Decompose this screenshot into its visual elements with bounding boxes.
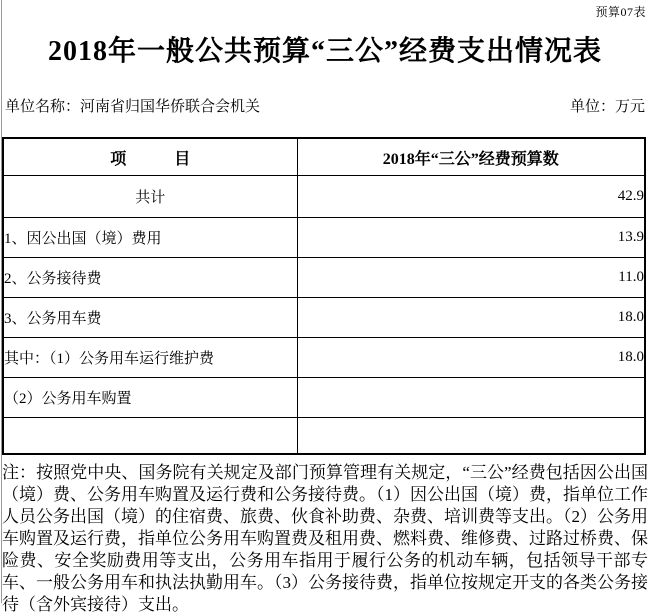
row-item-official-reception: 2、公务接待费 (3, 258, 297, 298)
table-row (3, 298, 645, 338)
row-item-vehicle-operation-maintenance: 其中：（1）公务用车运行维护费 (3, 338, 297, 378)
row-value-official-vehicles: 18.0 (297, 298, 645, 338)
budget-table (2, 137, 646, 455)
row-value-total: 42.9 (297, 176, 645, 218)
table-row (3, 258, 645, 298)
row-value-vehicle-purchase (297, 378, 645, 418)
column-header-item: 项 目 (3, 138, 297, 176)
form-number-label: 预算07表 (595, 5, 646, 19)
unit-of-measure-label: 单位：万元 (569, 99, 645, 115)
table-meta-row (0, 98, 650, 116)
row-value-overseas-travel: 13.9 (297, 218, 645, 258)
row-value-official-reception: 11.0 (297, 258, 645, 298)
table-row (3, 338, 645, 378)
table-row (3, 378, 645, 418)
table-row (3, 218, 645, 258)
row-item-total: 共计 (3, 176, 297, 218)
table-row (3, 418, 645, 455)
table-header-row (3, 138, 645, 176)
row-item-vehicle-purchase: （2）公务用车购置 (3, 378, 297, 418)
row-value-blank (297, 418, 645, 455)
page-title: 2018年一般公共预算“三公”经费支出情况表 (47, 36, 602, 67)
footnote-text: 注：按照党中央、国务院有关规定及部门预算管理有关规定，“三公”经费包括因公出国（境）费、公务用车购置及运行费和公务接待费。（1）因公出国（境）费，指单位工作人员公务出国（境）的住宿费、旅费、伙食补助费、杂费、培训费等支出。（2）公务用车购置及运行费，指单位公务用车购置费及租用费、燃料费、维修费、过路过桥费、保险费、安全奖励费用等支出，公务用车指用于履行公务的机动车辆，包括领导干部专车、一般公务用车和执法执勤用车。（3）公务接待费，指单位按规定开支的各类公务接待（含外宾接待）支出。 (2, 463, 648, 614)
page-edge-line (1, 0, 2, 603)
row-item-blank (3, 418, 297, 455)
unit-name-label: 单位名称：河南省归国华侨联合会机关 (5, 99, 261, 115)
column-header-budget-amount: 2018年“三公”经费预算数 (297, 138, 645, 176)
row-item-official-vehicles: 3、公务用车费 (3, 298, 297, 338)
table-row (3, 176, 645, 218)
row-item-overseas-travel: 1、因公出国（境）费用 (3, 218, 297, 258)
row-value-vehicle-operation-maintenance: 18.0 (297, 338, 645, 378)
